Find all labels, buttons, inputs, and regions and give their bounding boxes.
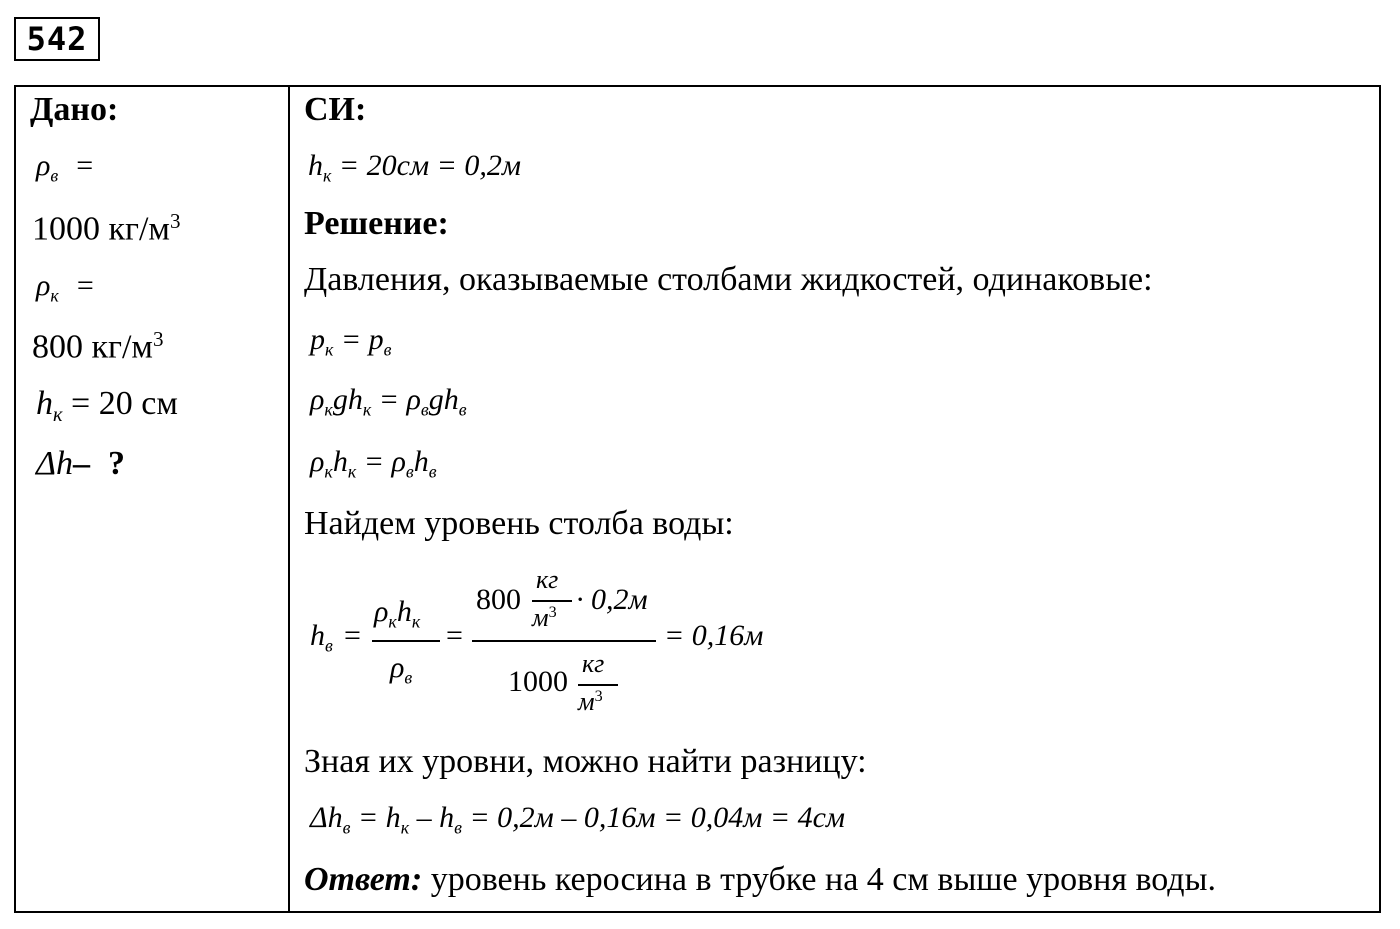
- given-find: Δh– ?: [36, 445, 125, 482]
- frac2-num-unit-top: кг: [536, 565, 559, 594]
- frac-lhs: $h_в$: [310, 619, 333, 656]
- si-conversion: $h_к = 20см = 0,2м$: [308, 149, 522, 186]
- frac2-den-value: 1000: [508, 665, 568, 698]
- frac1-bar: [372, 640, 440, 642]
- frac-eq1: =: [344, 619, 361, 652]
- si-heading: СИ:: [304, 91, 367, 128]
- given-rho-water: $\rho_в$ =: [36, 149, 94, 186]
- given-heading: Дано:: [30, 91, 119, 128]
- problem-number: 542: [14, 17, 100, 61]
- frac1-denominator: $\rho_в$: [390, 651, 413, 688]
- solution-line-pressures: Давления, оказываемые столбами жидкостей, одинаковые:: [304, 261, 1153, 298]
- column-divider: [288, 87, 290, 911]
- given-rho-kerosene: $\rho_к$ =: [36, 269, 94, 306]
- equation-difference: $\Delta h_в = h_к - h_в = 0,2м - 0,16м = 0,04м = 4см$: [310, 801, 846, 838]
- answer: Ответ: уровень керосина в трубке на 4 см выше уровня воды.: [304, 861, 1216, 898]
- frac1-numerator: $\rho_кh_к$: [374, 595, 421, 632]
- frac-result: = 0,16м: [664, 619, 764, 652]
- equation-pressure: $p_к = p_в$: [310, 323, 392, 360]
- given-rho-kerosene-value: 800 $кг/м^3$: [32, 327, 164, 366]
- frac2-num-unit-bot: $м^3$: [532, 603, 557, 632]
- frac2-den-unit-bar: [578, 684, 618, 686]
- frac2-den-unit-top: кг: [582, 649, 605, 678]
- solution-line-water-level: Найдем уровень столба воды:: [304, 505, 734, 542]
- equation-rho-g-h: $\rho_кgh_к = \rho_вgh_в$: [310, 383, 467, 420]
- solution-heading: Решение:: [304, 205, 449, 242]
- frac-eq2: =: [446, 619, 463, 652]
- equation-rho-h: $\rho_кh_к = \rho_вh_в$: [310, 445, 437, 482]
- solution-line-difference: Зная их уровни, можно найти разницу:: [304, 743, 867, 780]
- frac2-num-tail: · 0,2м: [576, 583, 648, 616]
- solution-table: [14, 85, 1381, 913]
- frac2-num-unit-bar: [532, 600, 572, 602]
- frac2-den-unit-bot: $м^3$: [578, 687, 603, 716]
- frac2-num-value: 800: [476, 583, 521, 616]
- given-h-kerosene: $h_к = 20$ см: [36, 385, 178, 427]
- frac2-bar: [472, 640, 656, 642]
- given-rho-water-value: 1000 $кг/м^3$: [32, 209, 181, 248]
